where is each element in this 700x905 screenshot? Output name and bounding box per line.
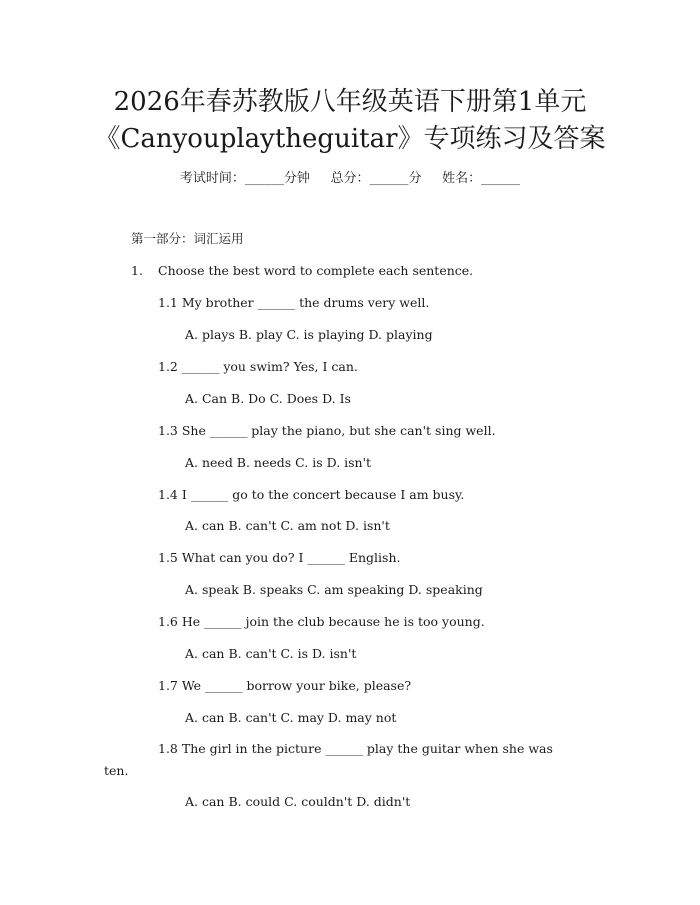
item-options-3: A. need B. needs C. is D. isn't bbox=[185, 455, 372, 470]
item-options-2: A. Can B. Do C. Does D. Is bbox=[185, 391, 351, 406]
item-options-7: A. can B. can't C. may D. may not bbox=[185, 710, 397, 725]
item-stem-6: 1.6 He ______ join the club because he is too young. bbox=[158, 614, 485, 629]
item-options-4: A. can B. can't C. am not D. isn't bbox=[185, 518, 390, 533]
item-options-1: A. plays B. play C. is playing D. playing bbox=[185, 327, 433, 342]
item-stem-7: 1.7 We ______ borrow your bike, please? bbox=[158, 678, 412, 693]
exam-info: 考试时间：______分钟 总分：______分 姓名：______ bbox=[179, 171, 521, 186]
item-stem-1: 1.1 My brother ______ the drums very well. bbox=[158, 295, 430, 310]
item-options-8: A. can B. could C. couldn't D. didn't bbox=[185, 794, 411, 809]
item-stem-8: 1.8 The girl in the picture ______ play the guitar when she was bbox=[158, 741, 553, 756]
item-stem-3: 1.3 She ______ play the piano, but she can't sing well. bbox=[158, 423, 496, 438]
item-stem-8-wrap: ten. bbox=[104, 763, 129, 778]
document-title-line1: 2026年春苏教版八年级英语下册第1单元 bbox=[113, 87, 587, 117]
item-stem-5: 1.5 What can you do? I ______ English. bbox=[158, 550, 401, 565]
item-options-6: A. can B. can't C. is D. isn't bbox=[185, 646, 357, 661]
section-heading: 第一部分：词汇运用 bbox=[131, 231, 244, 246]
item-stem-2: 1.2 ______ you swim? Yes, I can. bbox=[158, 359, 358, 374]
item-stem-4: 1.4 I ______ go to the concert because I am busy. bbox=[158, 487, 465, 502]
question-number: 1. bbox=[131, 263, 143, 278]
item-options-5: A. speak B. speaks C. am speaking D. speaking bbox=[185, 582, 483, 597]
document-title-line2: 《Canyouplaytheguitar》专项练习及答案 bbox=[94, 124, 606, 154]
question-instruction: Choose the best word to complete each sentence. bbox=[158, 263, 474, 278]
